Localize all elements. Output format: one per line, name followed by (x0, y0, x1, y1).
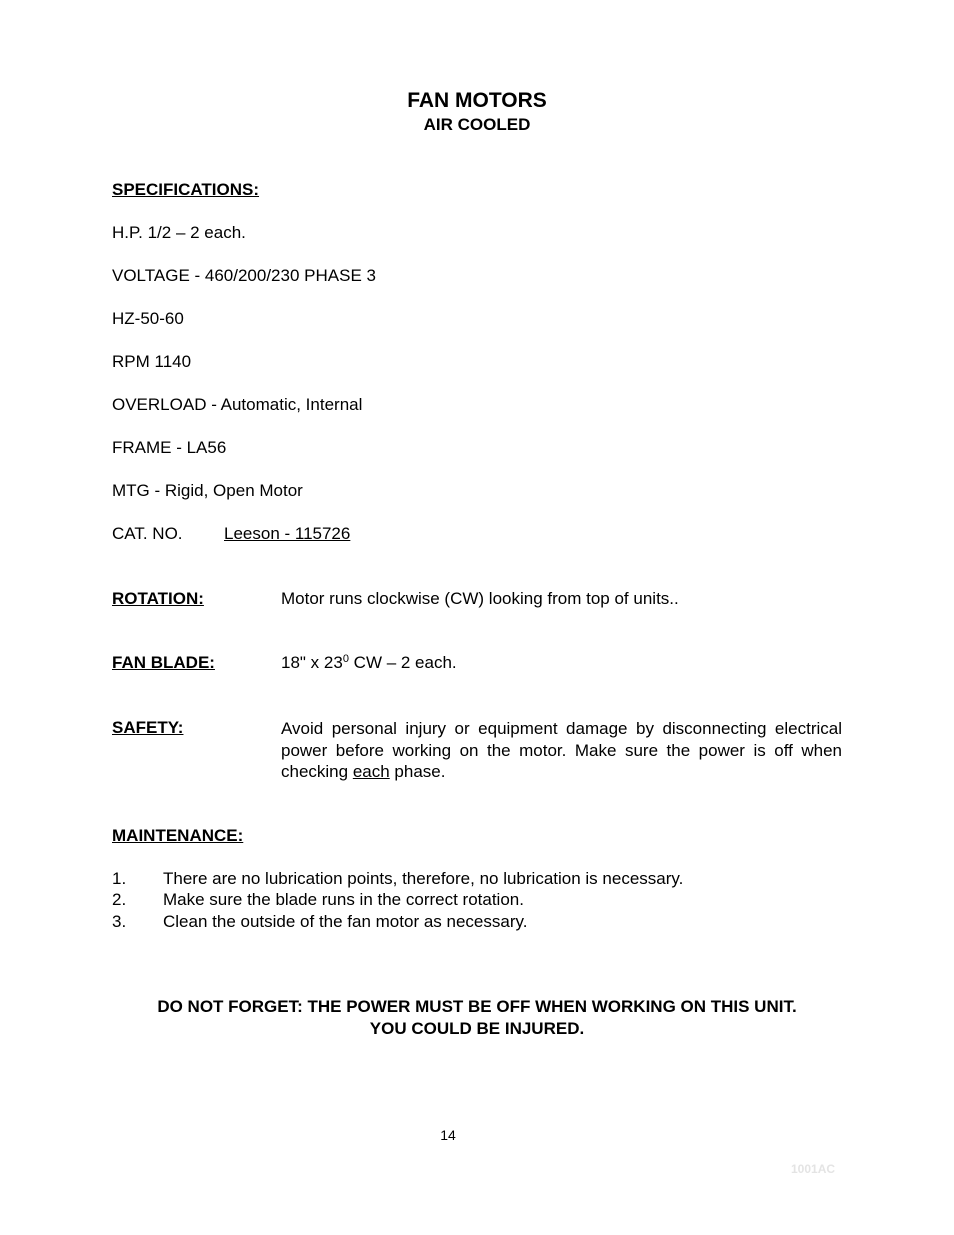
page-number: 14 (440, 1127, 456, 1143)
maintenance-heading: MAINTENANCE: (112, 826, 244, 845)
maintenance-item-text: Clean the outside of the fan motor as necessary. (163, 912, 528, 931)
maintenance-item-number: 2. (112, 890, 127, 909)
fan-blade-degree: 0 (342, 653, 349, 665)
safety-text-emphasis: each (352, 762, 390, 781)
page-subtitle: AIR COOLED (423, 115, 531, 134)
spec-hz: HZ-50-60 (112, 309, 184, 328)
spec-mtg: MTG - Rigid, Open Motor (112, 481, 303, 500)
spec-cat-label: CAT. NO. (112, 524, 183, 543)
spec-overload: OVERLOAD - Automatic, Internal (112, 395, 363, 414)
warning-line-2: YOU COULD BE INJURED. (369, 1019, 585, 1038)
rotation-text: Motor runs clockwise (CW) looking from top of units.. (281, 589, 679, 608)
fan-blade-text (281, 653, 457, 673)
safety-text-end: phase. (389, 762, 446, 781)
rotation-label: ROTATION: (112, 589, 204, 608)
spec-rpm: RPM 1140 (112, 352, 192, 371)
fan-blade-label: FAN BLADE: (112, 653, 215, 672)
page-title: FAN MOTORS (407, 89, 547, 112)
document-id: 1001AC (791, 1162, 836, 1176)
maintenance-item-number: 1. (112, 869, 127, 888)
safety-text-main: Avoid personal injury or equipment damage by disconnecting electrical power before working on the motor. Make sure the power is off when checking (281, 719, 842, 781)
safety-text (281, 718, 842, 783)
maintenance-item-number: 3. (112, 912, 127, 931)
specifications-heading: SPECIFICATIONS: (112, 180, 260, 199)
spec-voltage: VOLTAGE - 460/200/230 PHASE 3 (112, 266, 376, 285)
safety-label: SAFETY: (112, 718, 184, 737)
fan-blade-rotation: CW – 2 each. (348, 653, 457, 672)
spec-cat-value: Leeson - 115726 (224, 524, 351, 543)
spec-hp: H.P. 1/2 – 2 each. (112, 223, 246, 242)
warning-line-1: DO NOT FORGET: THE POWER MUST BE OFF WHEN WORKING ON THIS UNIT. (157, 997, 797, 1016)
fan-blade-size: 18" x 23 (281, 653, 343, 672)
spec-frame: FRAME - LA56 (112, 438, 227, 457)
maintenance-item-text: Make sure the blade runs in the correct rotation. (163, 890, 524, 909)
maintenance-item-text: There are no lubrication points, therefore, no lubrication is necessary. (163, 869, 684, 888)
